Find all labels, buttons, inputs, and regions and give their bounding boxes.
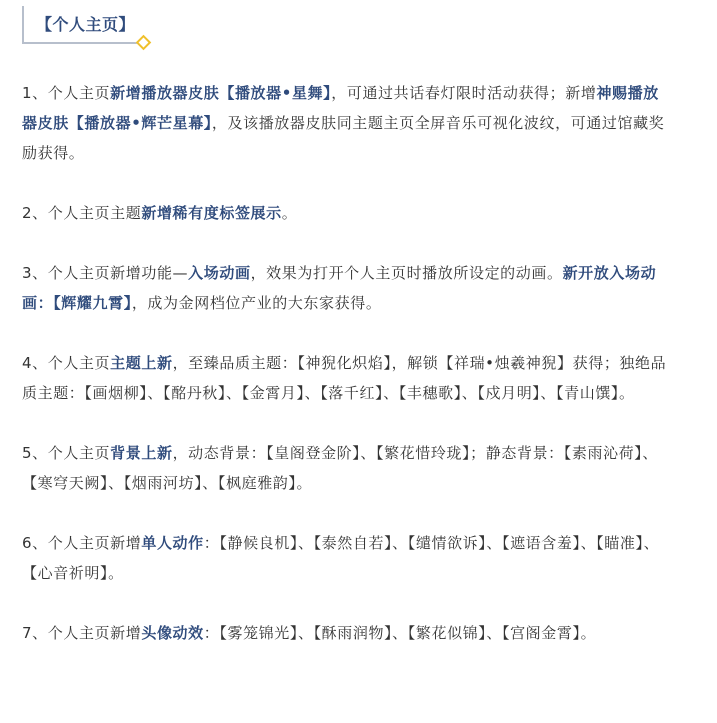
paragraph-spacer [0, 228, 717, 258]
header-vertical-rule [22, 6, 24, 42]
update-paragraph-6 [0, 528, 717, 588]
body-text: ，至臻品质主题：【神猊化炽焰】，解锁【祥瑞•烛羲神猊】获得；独绝品质主题：【画烟柳】、【酩丹秋】、【金霄月】、【落千红】、【丰穗歌】、【戍月明】、【青山馔】。 [22, 354, 667, 402]
update-paragraph-7 [0, 618, 717, 648]
body-text: ，动态背景：【皇阁登金阶】、【繁花惜玲珑】；静态背景：【素雨沁荷】、【寒穹天阙】、【烟雨河坊】、【枫庭雅韵】。 [22, 444, 658, 492]
update-paragraph-2 [0, 198, 717, 228]
body-text: ，及该播放器皮肤同主题主页全屏音乐可视化波纹，可通过馆藏奖励获得。 [22, 114, 665, 162]
highlight-text: 入场动画 [188, 264, 251, 282]
highlight-text: 头像动效 [141, 624, 204, 642]
update-paragraph-1 [0, 78, 717, 168]
body-text: 3、个人主页新增功能— [22, 264, 189, 282]
body-text: ：【静候良机】、【泰然自若】、【缱情欲诉】、【遮语含羞】、【瞄准】、【心音祈明】。 [22, 534, 660, 582]
paragraph-spacer [0, 588, 717, 618]
section-title: 【个人主页】 [36, 15, 136, 34]
body-text: 4、个人主页 [22, 354, 111, 372]
update-paragraph-4 [0, 348, 717, 408]
section-header [22, 6, 145, 42]
paragraph-spacer [0, 168, 717, 198]
body-text: 5、个人主页 [22, 444, 111, 462]
body-text: ，效果为打开个人主页时播放所设定的动画。 [250, 264, 563, 282]
paragraph-spacer [0, 318, 717, 348]
body-text: 7、个人主页新增 [22, 624, 142, 642]
paragraph-spacer [0, 408, 717, 438]
body-text: ，成为金网档位产业的大东家获得。 [131, 294, 382, 312]
highlight-text: 单人动作 [141, 534, 204, 552]
update-paragraph-3 [0, 258, 717, 318]
highlight-text: 背景上新 [110, 444, 173, 462]
highlight-text: 新增播放器皮肤【播放器•星舞】 [110, 84, 332, 102]
highlight-text: 新增稀有度标签展示 [141, 204, 282, 222]
body-text: ：【雾笼锦光】、【酥雨润物】、【繁花似锦】、【宫阁金霄】。 [203, 624, 597, 642]
update-paragraph-5 [0, 438, 717, 498]
paragraph-spacer [0, 498, 717, 528]
body-text: ，可通过共话春灯限时活动获得；新增 [331, 84, 597, 102]
highlight-text: 主题上新 [110, 354, 173, 372]
article-body [0, 78, 717, 648]
header-horizontal-rule [22, 42, 143, 44]
body-text: 1、个人主页 [22, 84, 111, 102]
body-text: 2、个人主页主题 [22, 204, 142, 222]
body-text: 。 [281, 204, 298, 222]
body-text: 6、个人主页新增 [22, 534, 142, 552]
highlight-text: 神赐播放器皮肤【播放器•辉芒星幕】 [22, 84, 659, 132]
highlight-text: 新开放入场动画：【辉耀九霄】 [22, 264, 657, 312]
